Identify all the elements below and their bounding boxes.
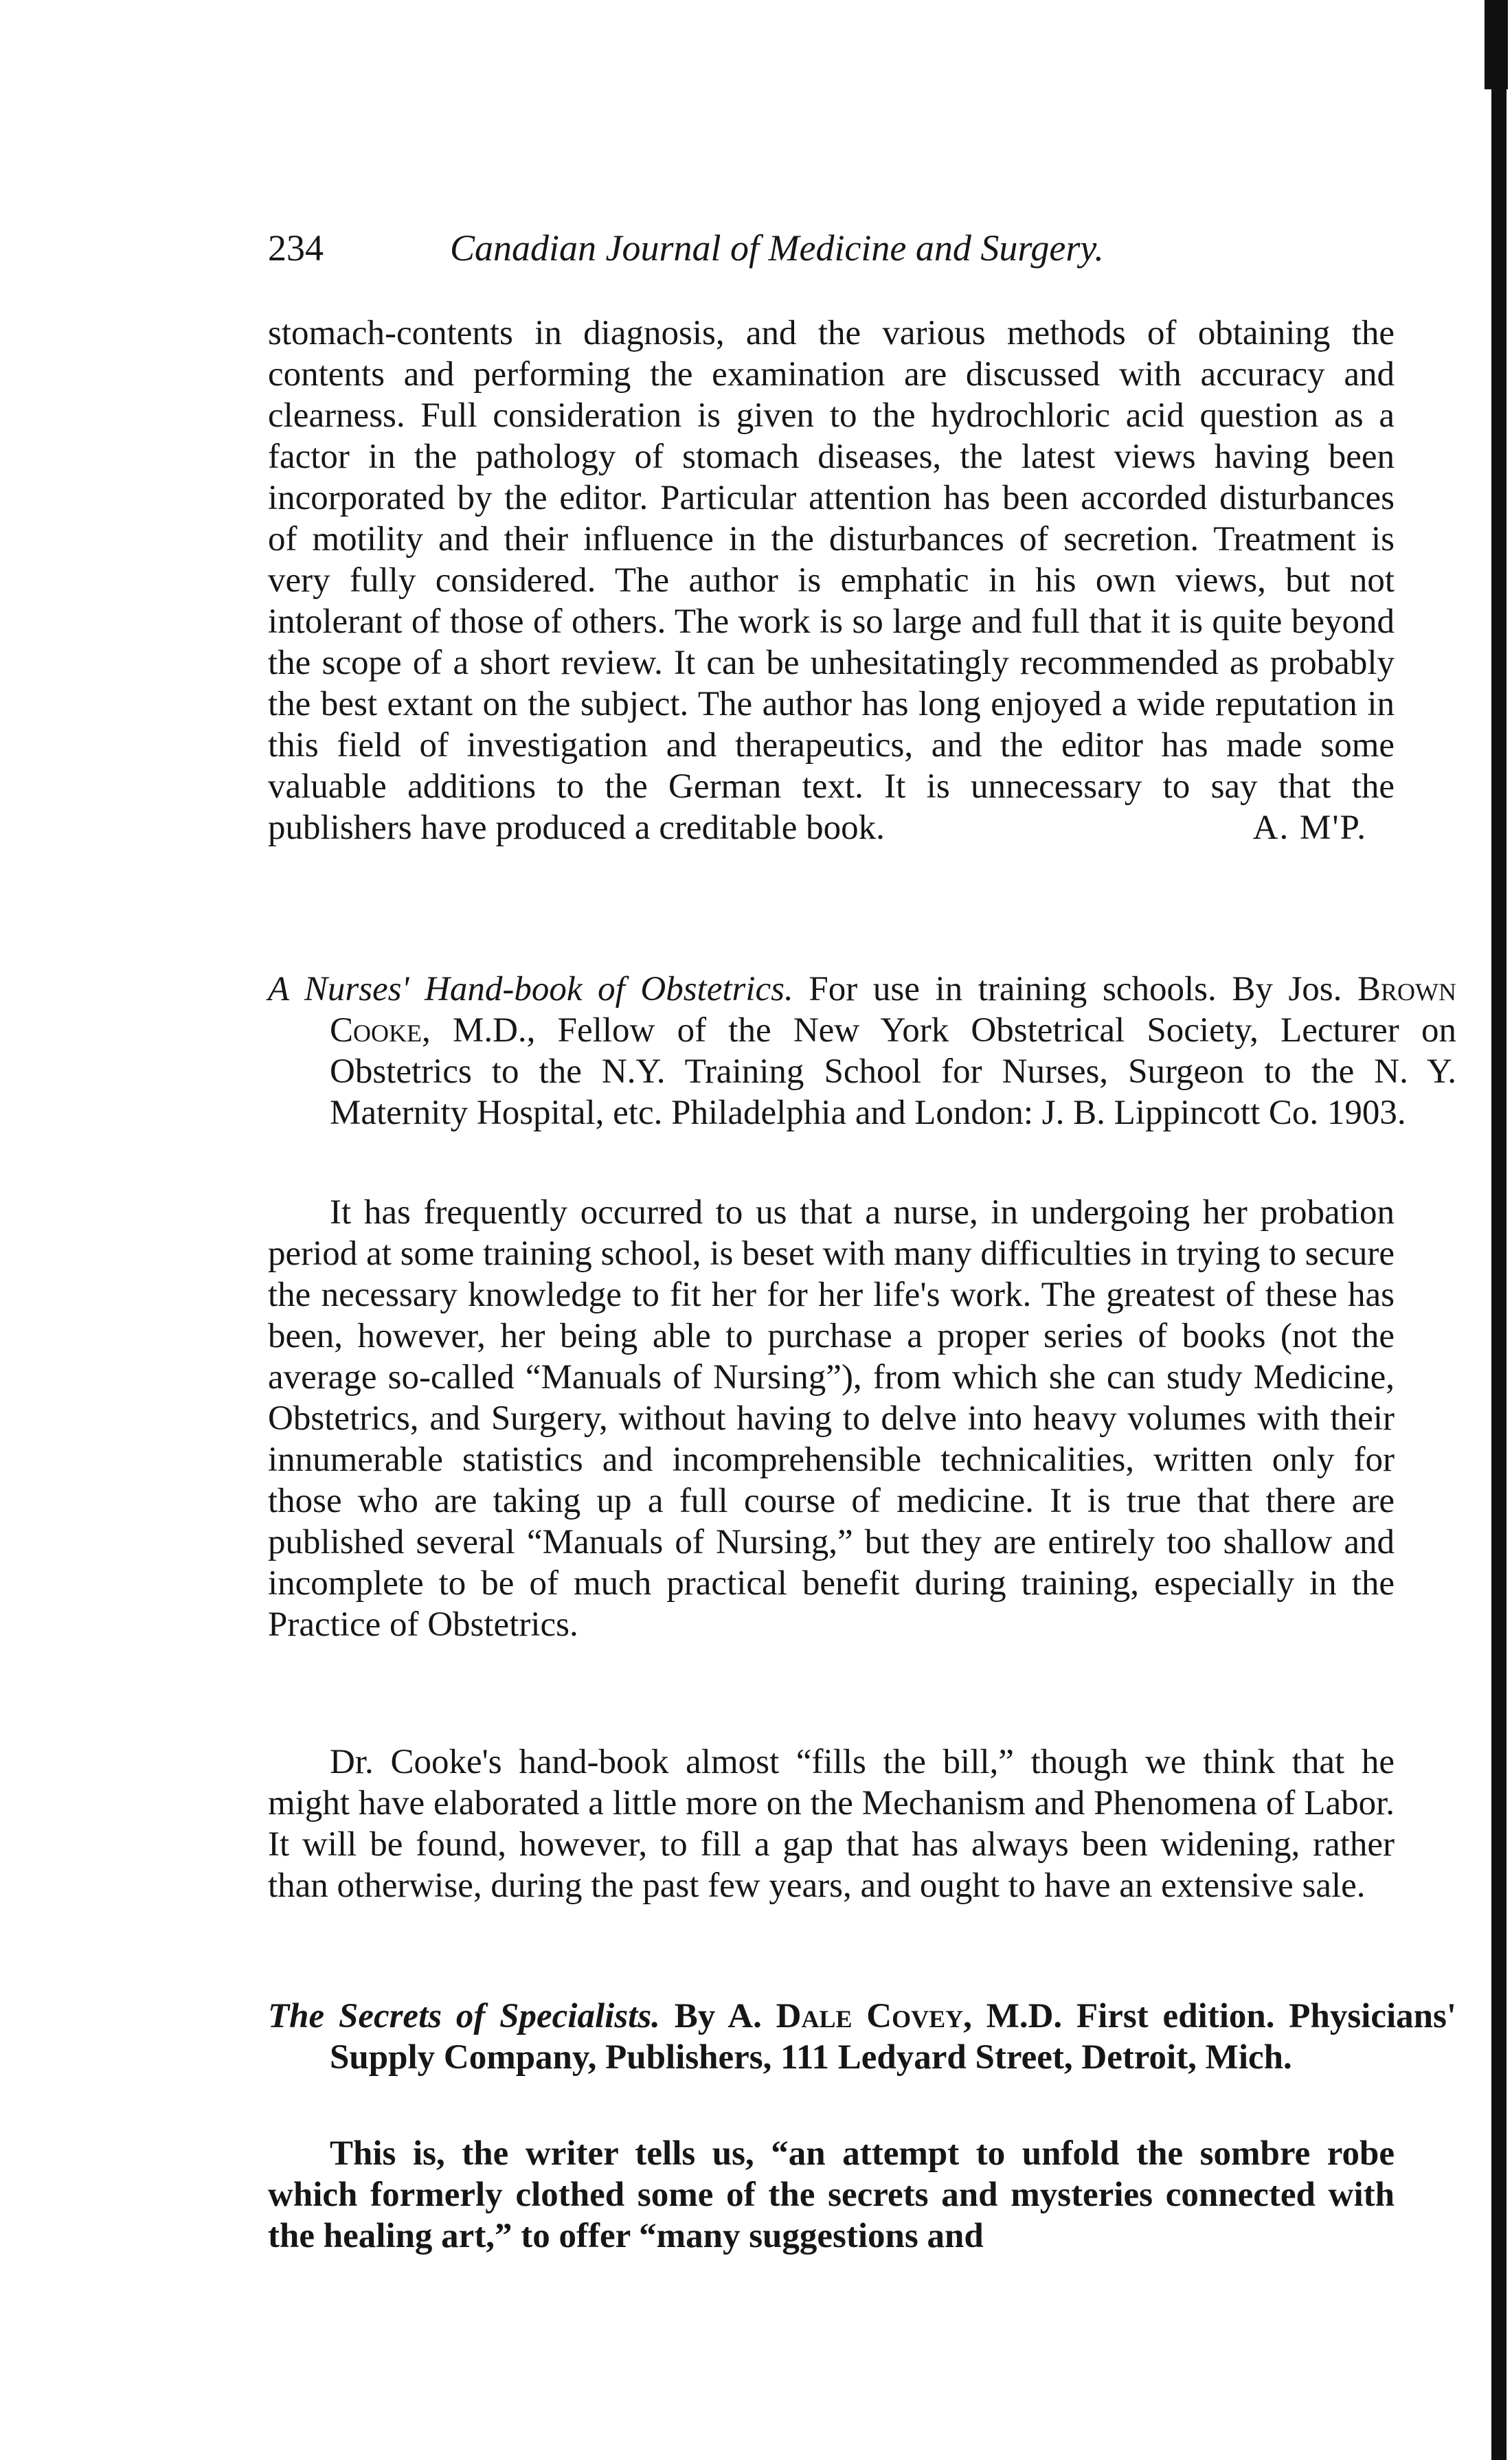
review3-citation-post: , M.D. First edition. Physicians' Supply Company, Publishers, 111 Ledyard Street, Detroit, Mich. — [330, 1997, 1457, 2077]
review2-author: Brown Cooke — [330, 970, 1457, 1050]
review3-citation — [268, 1996, 1456, 2078]
review3-title: The Secrets of Specialists. — [268, 1997, 660, 2035]
review2-citation-post: , M.D., Fellow of the New York Obstetrical Society, Lecturer on Obstetrics to the N.Y. Training School for Nurses, Surgeon to the N. Y. Maternity Hospital, etc. Philadelphia and London: J. B. Lippincott Co. 1903. — [330, 1011, 1456, 1132]
review1-signature: A. M'P. — [1252, 809, 1367, 847]
page-number: 234 — [268, 227, 324, 269]
review2-paragraph-2: Dr. Cooke's hand-book almost “fills the bill,” though we think that he might have elaborated a little more on the Mechanism and Phenomena of Labor. It will be found, however, to fill a gap that has always been widening, rather than otherwise, during the past few years, and ought to have an extensive sale. — [268, 1743, 1395, 1905]
review3-citation-pre: By A. — [674, 1997, 762, 2035]
review1-text: stomach-contents in diagnosis, and the various methods of obtaining the contents and performing the examination are discussed with accuracy and clearness. Full consideration is given to the hydrochloric acid question as a factor in the pathology of stomach diseases, the latest views having been incorporated by the editor. Particular attention has been accorded disturbances of motility and their influence in the disturbances of secretion. Treatment is very fully considered. The author is emphatic in his own views, but not intolerant of those of others. The work is so large and full that it is quite beyond the scope of a short review. It can be unhesitatingly recommended as probably the best extant on the subject. The author has long enjoyed a wide reputation in this field of investigation and therapeutics, and the editor has made some valuable additions to the German text. It is unnecessary to say that the publishers have produced a creditable book. — [268, 314, 1395, 847]
page-header — [268, 227, 1422, 289]
page-edge-bar — [1491, 0, 1507, 2460]
review2-citation-pre: For use in training schools. By Jos. — [809, 970, 1342, 1008]
review3-author: Dale Covey — [776, 1997, 964, 2035]
review1-body — [268, 313, 1395, 848]
review2-title: A Nurses' Hand-book of Obstetrics. — [268, 970, 793, 1008]
review2-paragraph-1: It has frequently occurred to us that a nurse, in undergoing her probation period at some training school, is beset with many difficulties in trying to secure the necessary knowledge to fit her for her life's work. The greatest of these has been, however, her being able to purchase a proper series of books (not the average so-called “Manuals of Nursing”), from which she can study Medicine, Obstetrics, and Surgery, without having to delve into heavy volumes with their innumerable statistics and incomprehensible technicalities, written only for those who are taking up a full course of medicine. It is true that there are published several “Manuals of Nursing,” but they are entirely too shallow and incomplete to be of much practical benefit during training, especially in the Practice of Obstetrics. — [268, 1193, 1395, 1644]
review3-paragraph-1: This is, the writer tells us, “an attempt to unfold the sombre robe which formerly clothed some of the secrets and mysteries connected with the healing art,” to offer “many suggestions and — [268, 2134, 1395, 2255]
review2-citation — [268, 969, 1456, 1133]
running-title: Canadian Journal of Medicine and Surgery. — [450, 227, 1104, 269]
